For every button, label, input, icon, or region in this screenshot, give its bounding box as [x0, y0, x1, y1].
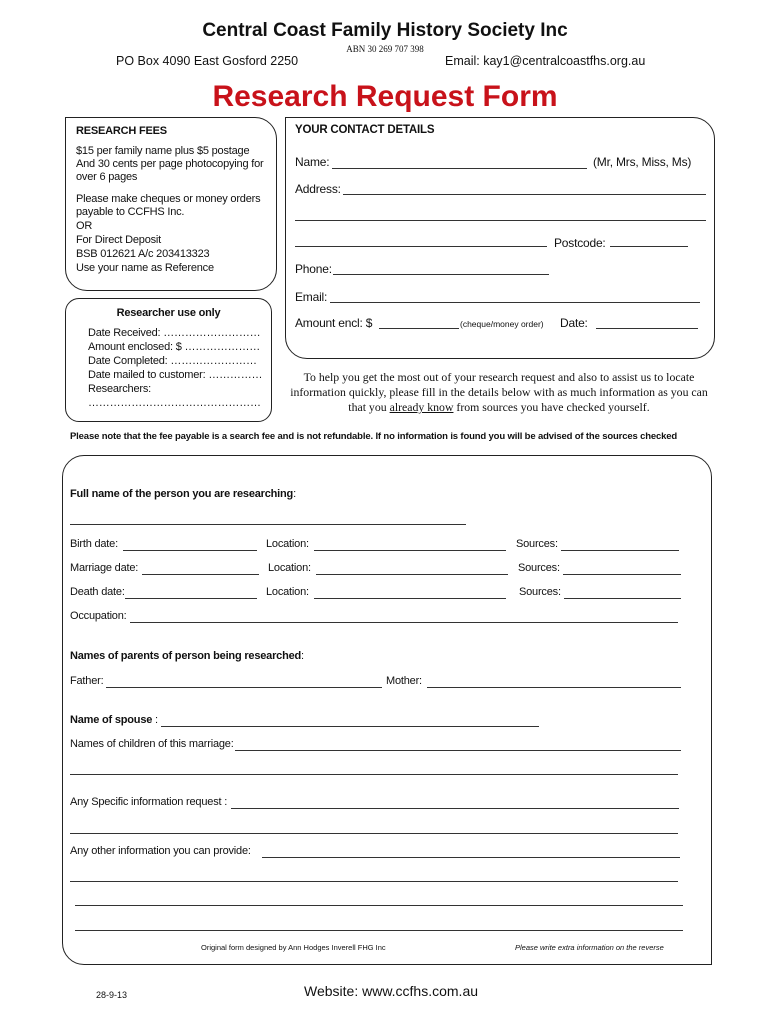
birth-date-label: Birth date: [70, 538, 118, 550]
marriage-date-label: Marriage date: [70, 562, 139, 574]
address-field-3[interactable] [295, 246, 547, 247]
fees-line: BSB 012621 A/c 203413323 [76, 248, 210, 260]
help-text: To help you get the most out of your research request and also to assist us to locate information quickly, please fill in the details below with as much information as you can that you already know from sources you have checked yourself. [290, 370, 708, 414]
death-location-field[interactable] [314, 598, 506, 599]
contact-heading: YOUR CONTACT DETAILS [295, 124, 435, 136]
birth-date-field[interactable] [123, 550, 257, 551]
researcher-line: Date Completed: …………………… [88, 355, 257, 367]
research-details-box [62, 455, 712, 965]
fees-line: payable to CCFHS Inc. [76, 206, 185, 218]
phone-label: Phone: [295, 262, 332, 276]
fees-line: over 6 pages [76, 171, 138, 183]
marriage-location-field[interactable] [316, 574, 508, 575]
children-field-1[interactable] [235, 750, 681, 751]
other-info-label: Any other information you can provide: [70, 845, 251, 857]
researcher-line: Date mailed to customer: …………… [88, 369, 263, 381]
children-field-2[interactable] [70, 774, 678, 775]
birth-location-label: Location: [266, 538, 309, 550]
fees-line: Please make cheques or money orders [76, 193, 261, 205]
specific-request-field-2[interactable] [70, 833, 678, 834]
other-info-field-1[interactable] [262, 857, 680, 858]
form-version-date: 28-9-13 [96, 990, 128, 1000]
fees-line: OR [76, 220, 93, 232]
parents-heading: Names of parents of person being researched: [70, 650, 304, 662]
mother-label: Mother: [386, 675, 422, 687]
reverse-note: Please write extra information on the reverse [515, 943, 664, 952]
death-sources-field[interactable] [564, 598, 681, 599]
researcher-line: Date Received: ……………………… [88, 327, 261, 339]
specific-request-field-1[interactable] [231, 808, 679, 809]
date-label: Date: [560, 316, 588, 330]
birth-location-field[interactable] [314, 550, 506, 551]
fees-heading: RESEARCH FEES [76, 125, 167, 137]
website: Website: www.ccfhs.com.au [304, 983, 479, 999]
occupation-field[interactable] [130, 622, 678, 623]
contact-details-box [285, 117, 715, 359]
contact-email: Email: kay1@centralcoastfhs.org.au [445, 54, 646, 68]
researcher-line: Researchers: [88, 383, 152, 395]
father-label: Father: [70, 675, 104, 687]
full-name-heading: Full name of the person you are researching: [70, 488, 296, 500]
father-field[interactable] [106, 687, 382, 688]
marriage-sources-field[interactable] [563, 574, 681, 575]
postal-address: PO Box 4090 East Gosford 2250 [116, 54, 299, 68]
researcher-line: ………………………………………… [88, 397, 261, 409]
specific-request-label: Any Specific information request : [70, 796, 228, 808]
researcher-use-box [65, 298, 272, 422]
research-fees-box [65, 117, 277, 291]
phone-field[interactable] [333, 274, 549, 275]
already-know-emphasis: already know [389, 400, 454, 414]
marriage-date-field[interactable] [142, 574, 259, 575]
name-field[interactable] [332, 168, 587, 169]
death-sources-label: Sources: [519, 586, 561, 598]
form-title: Research Request Form [212, 80, 558, 113]
amount-field[interactable] [379, 328, 459, 329]
spouse-heading: Name of spouse : [70, 714, 158, 726]
postcode-field[interactable] [610, 246, 688, 247]
fees-line: Use your name as Reference [76, 262, 214, 274]
occupation-label: Occupation: [70, 610, 127, 622]
full-name-field[interactable] [70, 524, 466, 525]
amount-label: Amount encl: $ [295, 316, 373, 330]
email-field[interactable] [330, 302, 700, 303]
fees-line: $15 per family name plus $5 postage [76, 145, 250, 157]
address-field-1[interactable] [343, 194, 706, 195]
other-info-field-4[interactable] [75, 930, 683, 931]
researcher-heading: Researcher use only [116, 307, 221, 319]
birth-sources-field[interactable] [561, 550, 679, 551]
fees-line: And 30 cents per page photocopying for [76, 158, 264, 170]
refund-notice: Please note that the fee payable is a search fee and is not refundable. If no information is found you will be advised of the sources checked [70, 431, 678, 442]
spouse-field[interactable] [161, 726, 539, 727]
date-field[interactable] [596, 328, 698, 329]
postcode-label: Postcode: [554, 236, 606, 250]
death-date-field[interactable] [125, 598, 257, 599]
abn: ABN 30 269 707 398 [346, 44, 424, 54]
mother-field[interactable] [427, 687, 681, 688]
payment-note: (cheque/money order) [460, 319, 544, 329]
marriage-location-label: Location: [268, 562, 311, 574]
email-label: Email: [295, 290, 328, 304]
death-location-label: Location: [266, 586, 309, 598]
name-label: Name: [295, 155, 330, 169]
address-label: Address: [295, 182, 341, 196]
fees-line: For Direct Deposit [76, 234, 162, 246]
children-label: Names of children of this marriage: [70, 738, 234, 750]
title-options: (Mr, Mrs, Miss, Ms) [593, 155, 692, 169]
researcher-line: Amount enclosed: $ ………………… [88, 341, 261, 353]
form-credit: Original form designed by Ann Hodges Inverell FHG Inc [201, 943, 386, 952]
birth-sources-label: Sources: [516, 538, 558, 550]
marriage-sources-label: Sources: [518, 562, 560, 574]
org-name: Central Coast Family History Society Inc [202, 20, 568, 41]
other-info-field-2[interactable] [70, 881, 678, 882]
other-info-field-3[interactable] [75, 905, 683, 906]
address-field-2[interactable] [295, 220, 706, 221]
death-date-label: Death date: [70, 586, 125, 598]
